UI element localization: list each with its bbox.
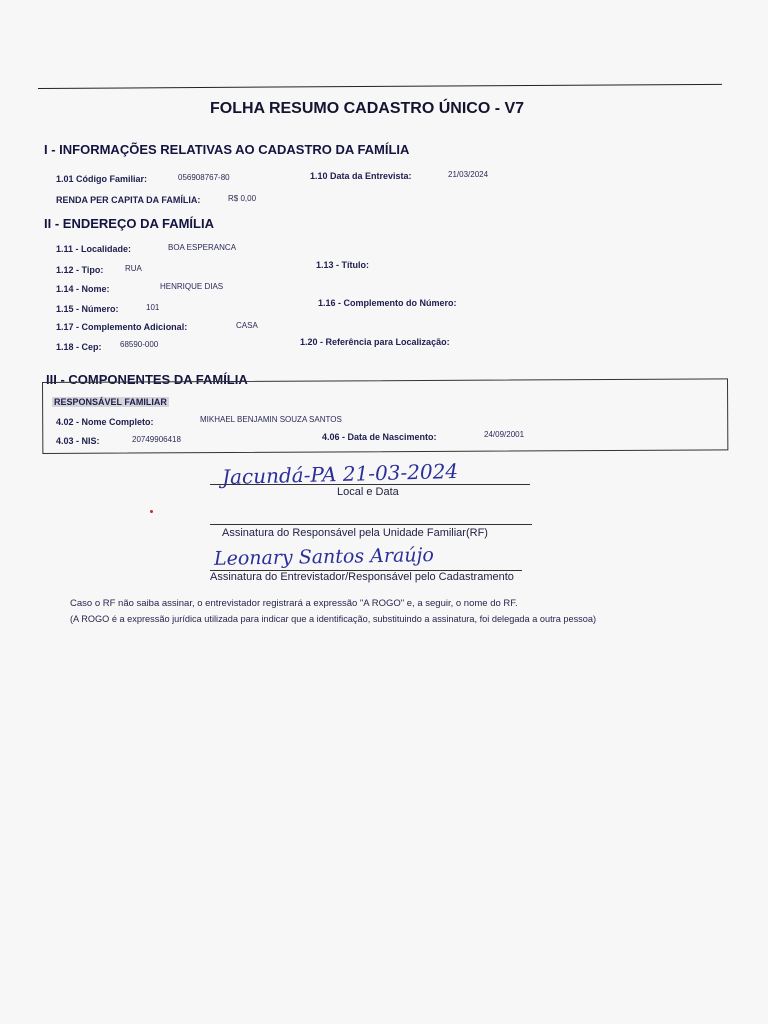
localidade-label: 1.11 - Localidade: bbox=[56, 244, 132, 254]
localidade-value: BOA ESPERANCA bbox=[168, 243, 237, 252]
complemento-numero-label: 1.16 - Complemento do Número: bbox=[318, 298, 457, 308]
nome-logradouro-label: 1.14 - Nome: bbox=[56, 284, 110, 294]
top-rule bbox=[38, 84, 722, 89]
page-title: FOLHA RESUMO CADASTRO ÚNICO - V7 bbox=[210, 100, 525, 117]
cep-label: 1.18 - Cep: bbox=[56, 342, 102, 352]
complemento-adicional-value: CASA bbox=[236, 321, 258, 330]
note-line-1: Caso o RF não saiba assinar, o entrevistador registrará a expressão "A ROGO" e, a seguir, o nome do RF. bbox=[70, 598, 518, 609]
complemento-adicional-label: 1.17 - Complemento Adicional: bbox=[56, 322, 188, 332]
responsavel-familiar-text: RESPONSÁVEL FAMILIAR bbox=[54, 397, 167, 407]
local-data-line bbox=[210, 484, 530, 485]
codigo-familiar-label: 1.01 Código Familiar: bbox=[56, 174, 148, 184]
renda-label: RENDA PER CAPITA DA FAMÍLIA: bbox=[56, 195, 201, 205]
titulo-label: 1.13 - Título: bbox=[316, 260, 370, 270]
numero-value: 101 bbox=[146, 303, 160, 312]
nis-value: 20749906418 bbox=[132, 435, 181, 444]
local-data-handwriting: Jacundá-PA 21-03-2024 bbox=[221, 458, 459, 490]
entrevistador-signature-caption: Assinatura do Entrevistador/Responsável pelo Cadastramento bbox=[210, 571, 514, 583]
ink-dot bbox=[150, 510, 153, 513]
nis-label: 4.03 - NIS: bbox=[56, 436, 100, 446]
nome-completo-label: 4.02 - Nome Completo: bbox=[56, 417, 154, 427]
tipo-label: 1.12 - Tipo: bbox=[56, 265, 104, 275]
note-line-2: (A ROGO é a expressão jurídica utilizada para indicar que a identificação, substituindo a assinatura, foi delegada a outra pessoa) bbox=[70, 614, 597, 624]
data-entrevista-value: 21/03/2024 bbox=[448, 170, 489, 179]
entrevistador-handwriting: Leonary Santos Araújo bbox=[213, 544, 435, 570]
nome-logradouro-value: HENRIQUE DIAS bbox=[160, 282, 224, 291]
section-2-heading: II - ENDEREÇO DA FAMÍLIA bbox=[44, 216, 214, 231]
codigo-familiar-value: 056908767-80 bbox=[178, 173, 230, 182]
cep-value: 68590-000 bbox=[120, 340, 159, 349]
tipo-value: RUA bbox=[125, 264, 142, 273]
rf-signature-caption: Assinatura do Responsável pela Unidade Familiar(RF) bbox=[222, 527, 488, 539]
section-3-heading: III - COMPONENTES DA FAMÍLIA bbox=[46, 372, 248, 387]
renda-value: R$ 0,00 bbox=[228, 194, 257, 203]
local-data-caption: Local e Data bbox=[337, 486, 399, 498]
nome-completo-value: MIKHAEL BENJAMIN SOUZA SANTOS bbox=[200, 415, 342, 424]
section-1-heading: I - INFORMAÇÕES RELATIVAS AO CADASTRO DA FAMÍLIA bbox=[44, 142, 410, 157]
responsavel-familiar-label bbox=[52, 397, 169, 407]
data-nascimento-value: 24/09/2001 bbox=[484, 430, 525, 439]
data-nascimento-label: 4.06 - Data de Nascimento: bbox=[322, 432, 437, 442]
referencia-label: 1.20 - Referência para Localização: bbox=[300, 337, 450, 347]
data-entrevista-label: 1.10 Data da Entrevista: bbox=[310, 171, 412, 181]
numero-label: 1.15 - Número: bbox=[56, 304, 119, 314]
rf-signature-line bbox=[210, 524, 532, 525]
